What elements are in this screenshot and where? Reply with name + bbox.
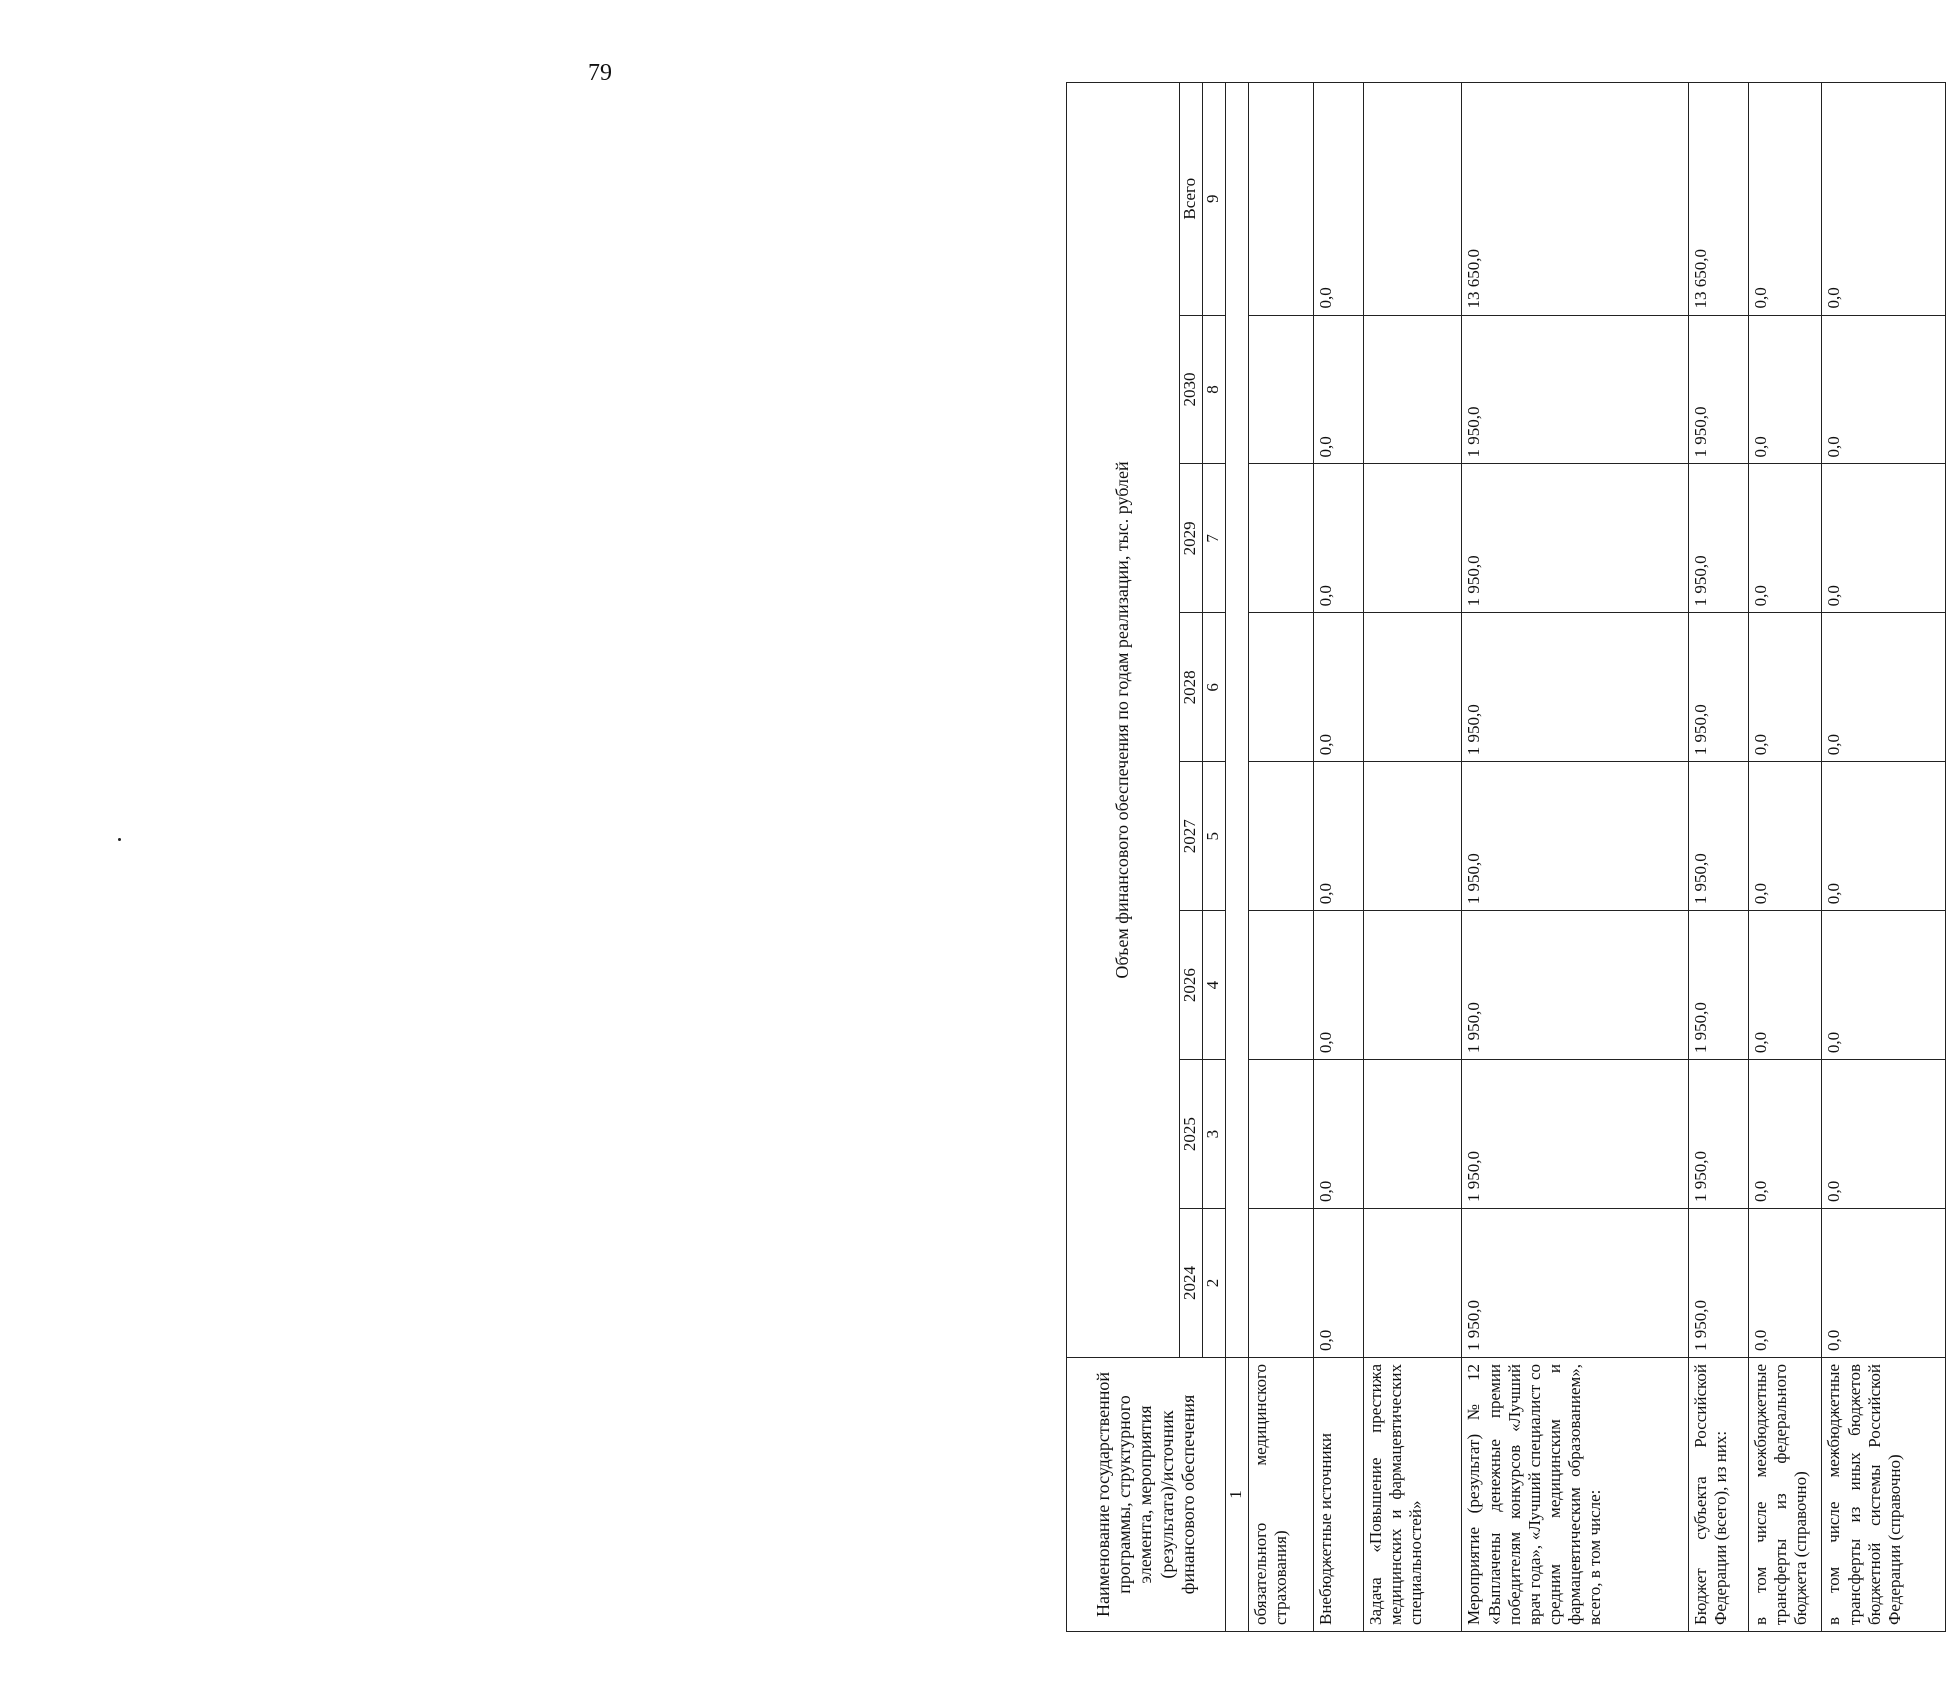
row-value: 0,0	[1822, 613, 1946, 762]
row-value	[1249, 315, 1314, 464]
row-value	[1249, 464, 1314, 613]
row-value: 0,0	[1313, 464, 1363, 613]
header-name-column: Наименование государственной программы, структурного элемента, мероприятия (результата)/источник финансового обеспечения	[1067, 1357, 1226, 1631]
table-row	[1364, 83, 1462, 1632]
row-name: Внебюджетные источники	[1313, 1357, 1363, 1631]
row-value	[1249, 1209, 1314, 1358]
table-row	[1313, 83, 1363, 1632]
row-value: 0,0	[1749, 464, 1822, 613]
row-value: 0,0	[1822, 1209, 1946, 1358]
row-value: 0,0	[1313, 315, 1363, 464]
row-value: 0,0	[1313, 1209, 1363, 1358]
header-year: 2024	[1180, 1209, 1203, 1358]
header-year: 2027	[1180, 762, 1203, 911]
header-col-number: 7	[1203, 464, 1226, 613]
header-spacer	[1226, 83, 1249, 1358]
row-value	[1364, 762, 1462, 911]
row-value: 0,0	[1822, 762, 1946, 911]
row-value: 0,0	[1822, 911, 1946, 1060]
row-value: 13 650,0	[1462, 83, 1688, 316]
row-value	[1364, 1060, 1462, 1209]
row-value	[1364, 315, 1462, 464]
row-value: 0,0	[1749, 1209, 1822, 1358]
row-value: 1 950,0	[1688, 315, 1749, 464]
row-value: 1 950,0	[1688, 613, 1749, 762]
row-value	[1249, 83, 1314, 316]
row-value: 0,0	[1822, 83, 1946, 316]
table-row	[1688, 83, 1749, 1632]
row-value: 0,0	[1749, 315, 1822, 464]
row-value: 0,0	[1822, 464, 1946, 613]
header-col-number: 4	[1203, 911, 1226, 1060]
row-value: 1 950,0	[1462, 613, 1688, 762]
row-name: в том числе межбюджетные трансферты из иных бюджетов бюджетной системы Российской Федерации (справочно)	[1822, 1357, 1946, 1631]
header-year: 2029	[1180, 464, 1203, 613]
row-value: 0,0	[1313, 762, 1363, 911]
row-value	[1249, 613, 1314, 762]
header-col-number: 9	[1203, 83, 1226, 316]
row-value: 0,0	[1822, 1060, 1946, 1209]
row-value: 0,0	[1313, 1060, 1363, 1209]
row-value: 0,0	[1749, 762, 1822, 911]
header-col-number: 3	[1203, 1060, 1226, 1209]
row-value: 1 950,0	[1462, 911, 1688, 1060]
row-value	[1249, 762, 1314, 911]
row-value: 1 950,0	[1462, 762, 1688, 911]
header-year: 2028	[1180, 613, 1203, 762]
row-value: 1 950,0	[1688, 1060, 1749, 1209]
row-value: 0,0	[1749, 1060, 1822, 1209]
row-value: 13 650,0	[1688, 83, 1749, 316]
row-value: 1 950,0	[1462, 1209, 1688, 1358]
page-number: 79	[588, 60, 612, 86]
header-year: 2030	[1180, 315, 1203, 464]
row-name: Бюджет субъекта Российской Федерации (всего), из них:	[1688, 1357, 1749, 1631]
row-value: 0,0	[1313, 613, 1363, 762]
header-col-number: 5	[1203, 762, 1226, 911]
row-name: в том числе межбюджетные трансферты из федерального бюджета (справочно)	[1749, 1357, 1822, 1631]
row-value: 1 950,0	[1688, 762, 1749, 911]
row-value	[1364, 911, 1462, 1060]
row-value	[1364, 613, 1462, 762]
header-col-number: 6	[1203, 613, 1226, 762]
row-value: 1 950,0	[1462, 315, 1688, 464]
financing-table	[1066, 82, 1946, 1632]
row-value	[1364, 464, 1462, 613]
table-row	[1749, 83, 1822, 1632]
header-col-number: 2	[1203, 1209, 1226, 1358]
header-group: Объем финансового обеспечения по годам реализации, тыс. рублей	[1067, 83, 1180, 1358]
row-value: 0,0	[1749, 83, 1822, 316]
row-value: 1 950,0	[1688, 911, 1749, 1060]
row-value: 0,0	[1822, 315, 1946, 464]
table-row	[1249, 83, 1314, 1632]
row-value: 0,0	[1749, 613, 1822, 762]
header-col-number: 8	[1203, 315, 1226, 464]
row-value: 1 950,0	[1688, 1209, 1749, 1358]
row-value: 1 950,0	[1462, 1060, 1688, 1209]
row-value: 1 950,0	[1688, 464, 1749, 613]
row-value	[1249, 911, 1314, 1060]
row-value	[1249, 1060, 1314, 1209]
row-name: Задача «Повышение престижа медицинских и фармацевтических специальностей»	[1364, 1357, 1462, 1631]
header-total: Всего	[1180, 83, 1203, 316]
row-value: 0,0	[1313, 911, 1363, 1060]
rotated-table-wrapper	[1066, 82, 1946, 1632]
header-col-number: 1	[1226, 1357, 1249, 1631]
table-row	[1822, 83, 1946, 1632]
table-row	[1462, 83, 1688, 1632]
row-value: 0,0	[1749, 911, 1822, 1060]
row-value: 0,0	[1313, 83, 1363, 316]
header-year: 2025	[1180, 1060, 1203, 1209]
header-year: 2026	[1180, 911, 1203, 1060]
row-value: 1 950,0	[1462, 464, 1688, 613]
row-name: обязательного медицинского страхования)	[1249, 1357, 1314, 1631]
row-name: Мероприятие (результат) № 12 «Выплачены денежные премии победителям конкурсов «Лучший врач года», «Лучший специалист со средним медицинским и фармацевтическим образованием», всего, в том числе:	[1462, 1357, 1688, 1631]
row-value	[1364, 1209, 1462, 1358]
row-value	[1364, 83, 1462, 316]
scan-speck	[118, 838, 121, 841]
